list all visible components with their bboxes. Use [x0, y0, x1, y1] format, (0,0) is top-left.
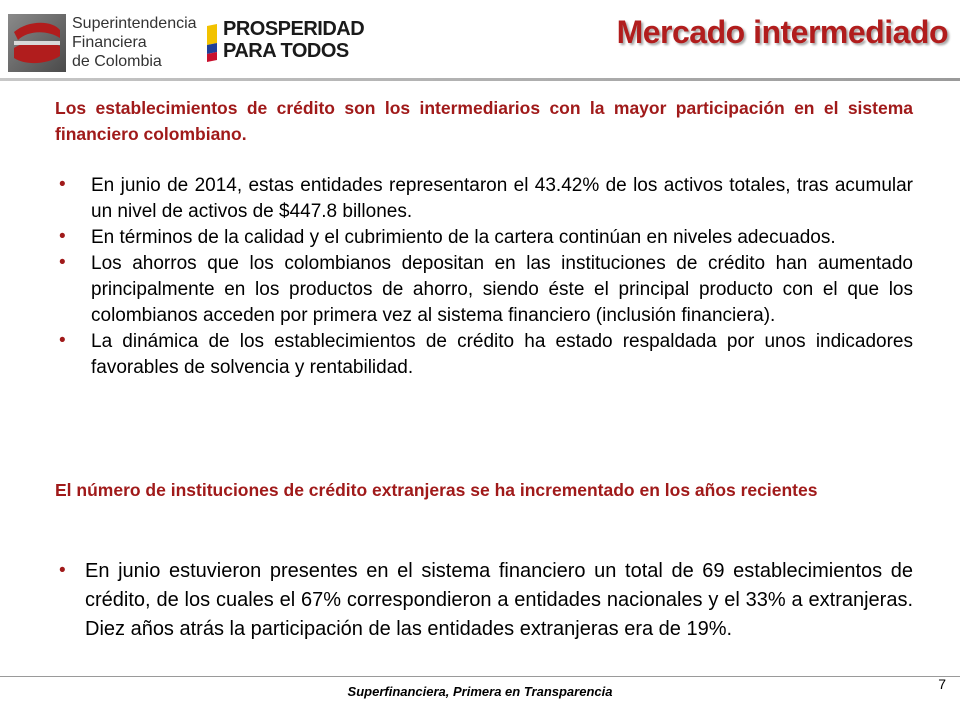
superfinanciera-emblem-icon: [8, 14, 66, 72]
bullet-icon: •: [59, 226, 66, 247]
section-2-bullet-list: [55, 557, 913, 644]
bullet-item: [55, 173, 913, 225]
bullet-text: En términos de la calidad y el cubrimiento de la cartera continúan en niveles adecuados.: [91, 227, 836, 248]
header-divider: [0, 78, 960, 81]
bullet-text: La dinámica de los establecimientos de crédito ha estado respaldada por unos indicadores favorables de solvencia y rentabilidad.: [91, 331, 913, 378]
sfc-logo-line-1: Superintendencia: [72, 15, 197, 32]
prosperidad-logo: [205, 18, 365, 64]
bullet-text: En junio de 2014, estas entidades representaron el 43.42% de los activos totales, tras acumular un nivel de activos de $447.8 billones.: [91, 175, 913, 222]
bullet-item: [55, 225, 913, 251]
section-1-bullet-list: [55, 173, 913, 381]
superfinanciera-logo: [8, 12, 197, 74]
sfc-logo-line-3: de Colombia: [72, 53, 162, 70]
bullet-icon: •: [59, 330, 66, 351]
section-1-heading: Los establecimientos de crédito son los intermediarios con la mayor participación en el sistema financiero colombiano.: [55, 98, 913, 144]
bullet-item: [55, 329, 913, 381]
bullet-item: [55, 251, 913, 329]
bullet-icon: •: [59, 252, 66, 273]
footer-divider: [0, 676, 960, 677]
slide-content: [55, 95, 913, 640]
prosperidad-line-2: PARA TODOS: [223, 40, 349, 62]
bullet-icon: •: [59, 174, 66, 195]
footer-tagline: Superfinanciera, Primera en Transparencia: [347, 684, 613, 699]
bullet-text: En junio estuvieron presentes en el sistema financiero un total de 69 establecimientos de crédito, de los cuales el 67% correspondieron a entidades nacionales y el 33% a extranjeras. Diez años atrás la participación de las entidades extranjeras era de 19%.: [85, 560, 913, 640]
sfc-logo-line-2: Financiera: [72, 34, 147, 51]
section-2-heading: El número de instituciones de crédito extranjeras se ha incrementado en los años recientes: [55, 480, 818, 500]
bullet-text: Los ahorros que los colombianos depositan en las instituciones de crédito han aumentado principalmente en los productos de ahorro, siendo éste el principal producto con el que los colombianos acceden por primera vez al sistema financiero (inclusión financiera).: [91, 253, 913, 326]
bullet-item: [55, 557, 913, 644]
slide-title: Mercado intermediado: [616, 14, 948, 50]
bullet-icon: •: [59, 560, 66, 581]
colombia-flag-icon: [205, 24, 219, 62]
slide-header: [0, 0, 960, 88]
prosperidad-line-1: PROSPERIDAD: [223, 18, 365, 40]
page-number: 7: [938, 676, 946, 692]
